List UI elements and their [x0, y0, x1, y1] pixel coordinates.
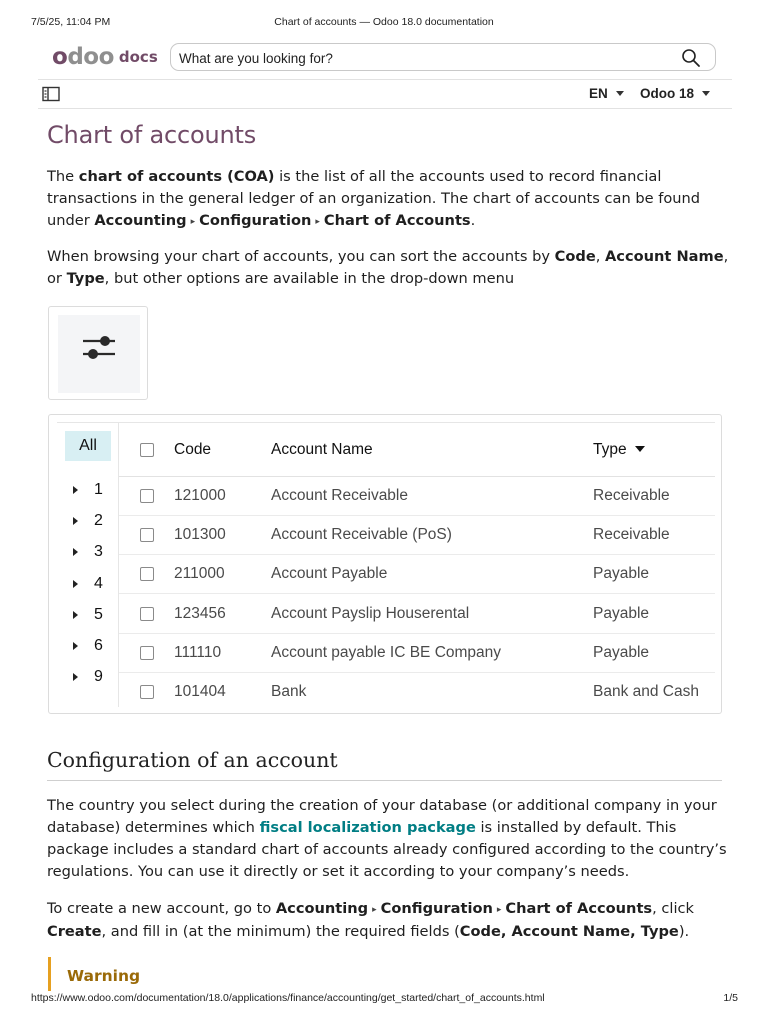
- column-header-account-name[interactable]: Account Name: [271, 441, 373, 458]
- intro-paragraph: The chart of accounts (COA) is the list of all the accounts used to record financial transactions in the general ledger of an organization. The chart of accounts can be found under Accounting ▸ Configuration ▸ Chart of Accounts.: [47, 168, 701, 229]
- account-name: Account payable IC BE Company: [271, 644, 502, 661]
- print-header: [0, 16, 768, 30]
- select-all-checkbox[interactable]: [140, 443, 154, 457]
- chevron-down-icon: [702, 91, 710, 96]
- accounts-list: [119, 423, 715, 707]
- table-row[interactable]: [119, 595, 715, 634]
- search-input[interactable]: [179, 48, 669, 68]
- sort-paragraph: When browsing your chart of accounts, you can sort the accounts by Code, Account Name, or Type, but other options are available in the drop-down menu: [47, 248, 729, 287]
- group-item[interactable]: 1: [63, 479, 111, 503]
- group-all[interactable]: All: [65, 431, 111, 461]
- table-row[interactable]: [119, 634, 715, 673]
- account-code: 111110: [174, 644, 222, 661]
- print-date: 7/5/25, 11:04 PM: [31, 16, 111, 28]
- account-name: Bank: [271, 683, 307, 700]
- fiscal-localization-link[interactable]: fiscal localization package: [259, 819, 476, 836]
- group-panel: [63, 429, 111, 707]
- search-icon[interactable]: [681, 48, 701, 68]
- row-checkbox[interactable]: [140, 646, 154, 660]
- account-code: 101300: [174, 526, 226, 543]
- account-name: Account Payslip Houserental: [271, 605, 470, 622]
- caret-right-icon: [73, 486, 78, 494]
- row-checkbox[interactable]: [140, 685, 154, 699]
- chevron-down-icon: [616, 91, 624, 96]
- sidebar-toggle-icon[interactable]: [42, 86, 60, 102]
- docs-subbar: [38, 79, 732, 109]
- group-item[interactable]: 4: [63, 573, 111, 597]
- print-page-number: 1/5: [723, 992, 738, 1004]
- account-code: 123456: [174, 605, 226, 622]
- account-type: Receivable: [593, 487, 670, 504]
- sort-options-image: [48, 306, 148, 400]
- localization-paragraph: The country you select during the creation of your database (or additional company in your database) determines which fiscal localization package is installed by default. This package includes a standard chart of accounts already configured according to the country’s regulations. You can use it directly or set it according to your company’s needs.: [47, 797, 727, 880]
- caret-right-icon: [73, 517, 78, 525]
- table-row[interactable]: [119, 555, 715, 594]
- list-header: [119, 423, 715, 477]
- search-box[interactable]: [170, 43, 716, 71]
- version-selector[interactable]: Odoo 18: [640, 86, 710, 101]
- print-title: Chart of accounts — Odoo 18.0 documentation: [274, 16, 494, 28]
- account-type: Payable: [593, 644, 650, 661]
- sort-desc-icon: [635, 446, 645, 452]
- caret-right-icon: [73, 548, 78, 556]
- group-item[interactable]: 5: [63, 604, 111, 628]
- table-row[interactable]: [119, 673, 715, 712]
- row-checkbox[interactable]: [140, 528, 154, 542]
- account-name: Account Receivable (PoS): [271, 526, 452, 543]
- create-account-paragraph: To create a new account, go to Accounting ▸ Configuration ▸ Chart of Accounts, click Create, and fill in (at the minimum) the required fields (Code, Account Name, Type).: [47, 900, 695, 940]
- docs-topbar: [38, 42, 732, 72]
- account-name: Account Receivable: [271, 487, 408, 504]
- account-type: Payable: [593, 605, 650, 622]
- caret-right-icon: [73, 642, 78, 650]
- caret-right-icon: [73, 611, 78, 619]
- odoo-logo: odoo: [52, 43, 114, 70]
- column-header-code[interactable]: Code: [174, 441, 212, 458]
- odoo-docs-logo[interactable]: [52, 45, 158, 69]
- account-name: Account Payable: [271, 565, 388, 582]
- account-code: 211000: [174, 565, 225, 582]
- language-selector[interactable]: EN: [589, 86, 624, 101]
- table-row[interactable]: [119, 516, 715, 555]
- warning-title: Warning: [67, 967, 141, 985]
- account-code: 121000: [174, 487, 226, 504]
- row-checkbox[interactable]: [140, 489, 154, 503]
- caret-right-icon: [73, 673, 78, 681]
- account-code: 101404: [174, 683, 226, 700]
- section-title-configuration: Configuration of an account: [47, 748, 722, 781]
- caret-right-icon: [73, 580, 78, 588]
- print-url: https://www.odoo.com/documentation/18.0/applications/finance/accounting/get_started/chart_of_accounts.html: [31, 992, 545, 1004]
- row-checkbox[interactable]: [140, 607, 154, 621]
- page-title: Chart of accounts: [47, 121, 257, 149]
- chart-of-accounts-list-image: [48, 414, 722, 714]
- warning-admonition: [48, 957, 722, 991]
- menu-path: Accounting ▸ Configuration ▸ Chart of Accounts: [94, 212, 471, 229]
- account-type: Receivable: [593, 526, 670, 543]
- menu-path: Accounting ▸ Configuration ▸ Chart of Accounts: [275, 900, 653, 917]
- row-checkbox[interactable]: [140, 567, 154, 581]
- account-type: Bank and Cash: [593, 683, 699, 700]
- group-item[interactable]: 3: [63, 541, 111, 565]
- account-type: Payable: [593, 565, 650, 582]
- group-item[interactable]: 2: [63, 510, 111, 534]
- table-row[interactable]: [119, 477, 715, 516]
- group-item[interactable]: 9: [63, 666, 111, 690]
- sliders-icon: [73, 332, 125, 362]
- group-item[interactable]: 6: [63, 635, 111, 659]
- docs-label: docs: [118, 48, 158, 66]
- column-header-type[interactable]: Type: [593, 441, 645, 459]
